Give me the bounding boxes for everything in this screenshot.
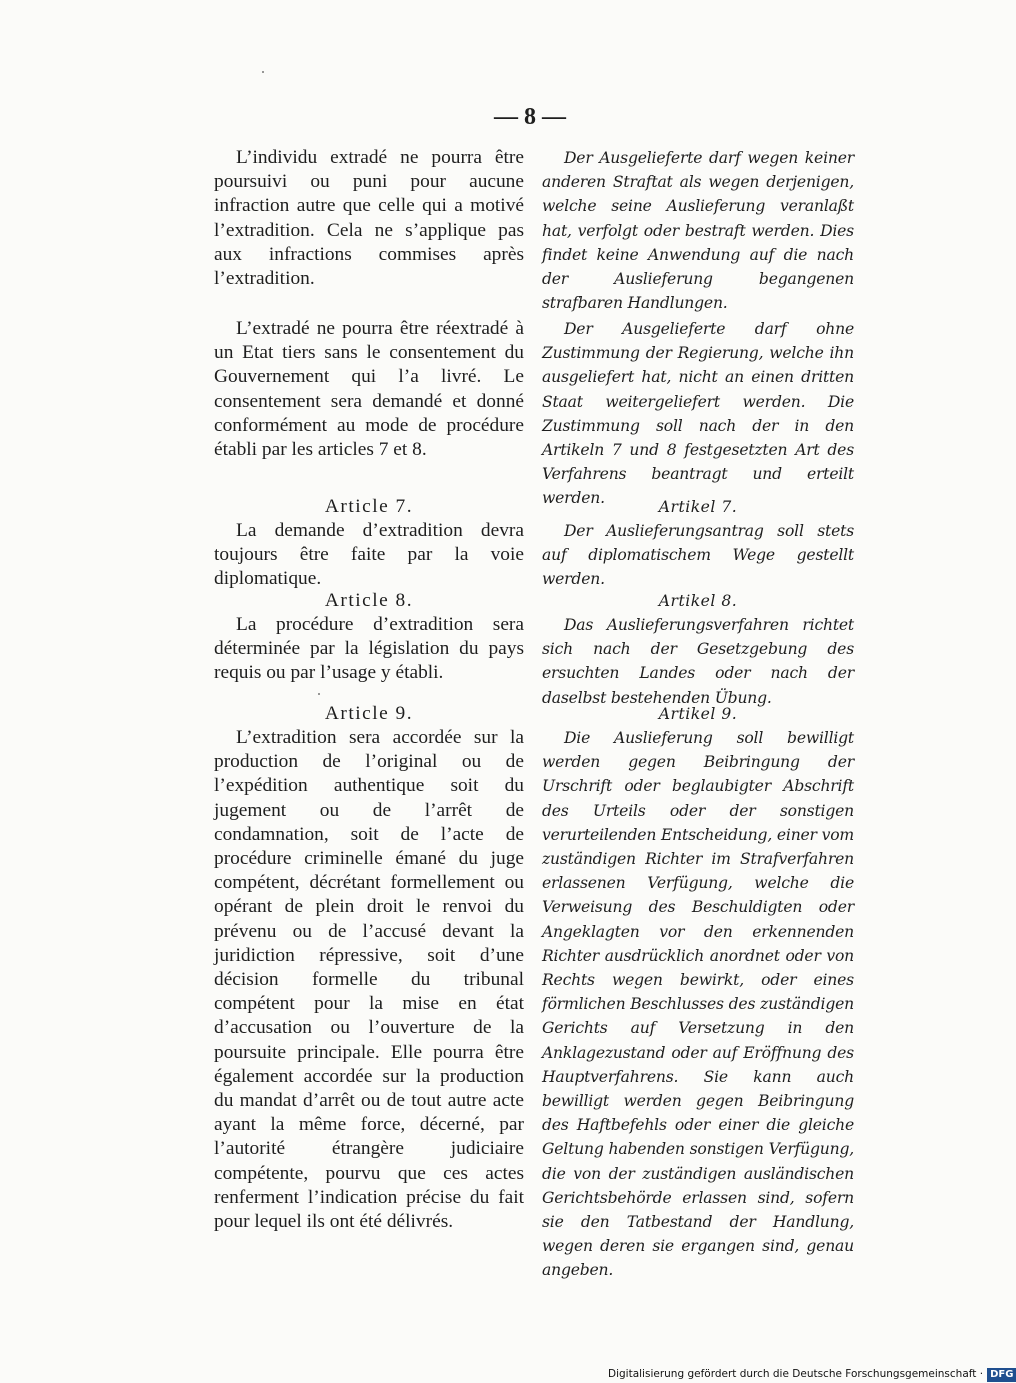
digitization-footer (608, 1365, 1014, 1383)
german-article-7-text: Der Auslieferungsantrag soll stets auf diplomatischem Wege gestellt werden. (542, 522, 854, 589)
scan-speck (262, 71, 264, 73)
scan-speck (318, 693, 320, 695)
page-number: — 8 — (494, 104, 566, 130)
french-paragraph-2: L’extradé ne pourra être réextradé à un Etat tiers sans le consentement du Gouvernement qui l’a livré. Le consentement sera demandé et donné conformément au mode de procédure établi par les articles 7 et 8. (214, 318, 524, 461)
german-paragraph-2: Der Ausgelieferte darf ohne Zustimmung der Regierung, welche ihn ausgeliefert hat, nicht an einen dritten Staat weitergeliefert werden. Die Zustimmung soll nach der in den Artikeln 7 und 8 festgesetzten Art des Verfahrens beantragt und erteilt werden. (542, 320, 854, 508)
french-article-8-heading: Article 8. (324, 590, 414, 611)
german-paragraph-1: Der Ausgelieferte darf wegen keiner anderen Straftat als wegen derjenigen, welche seine Auslieferung veranlaßt hat, verfolgt oder bestraft werden. Dies findet keine Anwendung auf die nach der Auslieferung begangenen strafbaren Handlungen. (542, 149, 854, 313)
french-article-8-text: La procédure d’extradition sera déterminée par la législation du pays requis ou par l’usage y établi. (214, 614, 524, 684)
french-article-9-text: L’extradition sera accordée sur la production de l’original ou de l’expédition authentique soit du jugement ou de l’arrêt de condamnation, soit de l’acte de procédure criminelle émané du juge compétent, décrétant formellement ou opérant de plein droit le renvoi du prévenu ou de l’accusé devant la juridiction répressive, soit d’une décision formelle du tribunal compétent pour la mise en état d’accusation ou l’ouverture de la poursuite principale. Elle pourra être également accordée sur la production du mandat d’arrêt ou de tout autre acte ayant la même force, décerné, par l’autorité étrangère judiciaire compétente, pourvu que ces actes renferment l’indication précise du fait pour lequel ils ont été délivrés. (214, 727, 524, 1233)
german-article-9-text: Die Auslieferung soll bewilligt werden gegen Beibringung der Urschrift oder beglaubigter Abschrift des Urteils oder der sonstigen verurteilenden Entscheidung, einer vom zuständigen Richter im Strafverfahren erlassenen Verfügung, welche die Verweisung des Beschuldigten oder Angeklagten vor den erkennenden Richter ausdrücklich anordnet oder von Rechts wegen bewirkt, oder eines förmlichen Beschlusses des zuständigen Gerichts auf Versetzung in den Anklagezustand oder auf Eröffnung des Hauptverfahrens. Sie kann auch bewilligt werden gegen Beibringung des Haftbefehls oder einer die gleiche Geltung habenden sonstigen Verfügung, die von der zuständigen ausländischen Gerichtsbehörde erlassen sind, sofern sie den Tatbestand der Handlung, wegen deren sie ergangen sind, genau angeben. (542, 729, 854, 1280)
german-article-8-text: Das Auslieferungsverfahren richtet sich nach der Gesetzgebung des ersuchten Landes oder nach der daselbst bestehenden Übung. (542, 616, 854, 707)
french-paragraph-1: L’individu extradé ne pourra être poursuivi ou puni pour aucune infraction autre que celle qui a motivé l’extradition. Cela ne s’applique pas aux infractions commises après l’extradition. (214, 147, 524, 290)
french-article-7-text: La demande d’extradition devra toujours être faite par la voie diplomatique. (214, 520, 524, 590)
german-article-7-heading: Artikel 7. (658, 498, 738, 516)
german-article-8-heading: Artikel 8. (658, 592, 738, 610)
french-article-9-heading: Article 9. (324, 703, 414, 724)
french-article-7-heading: Article 7. (324, 496, 414, 517)
german-article-9-heading: Artikel 9. (658, 705, 738, 723)
footer-credit-text: Digitalisierung gefördert durch die Deutsche Forschungsgemeinschaft · (608, 1368, 984, 1380)
dfg-logo: DFG (987, 1368, 1016, 1382)
